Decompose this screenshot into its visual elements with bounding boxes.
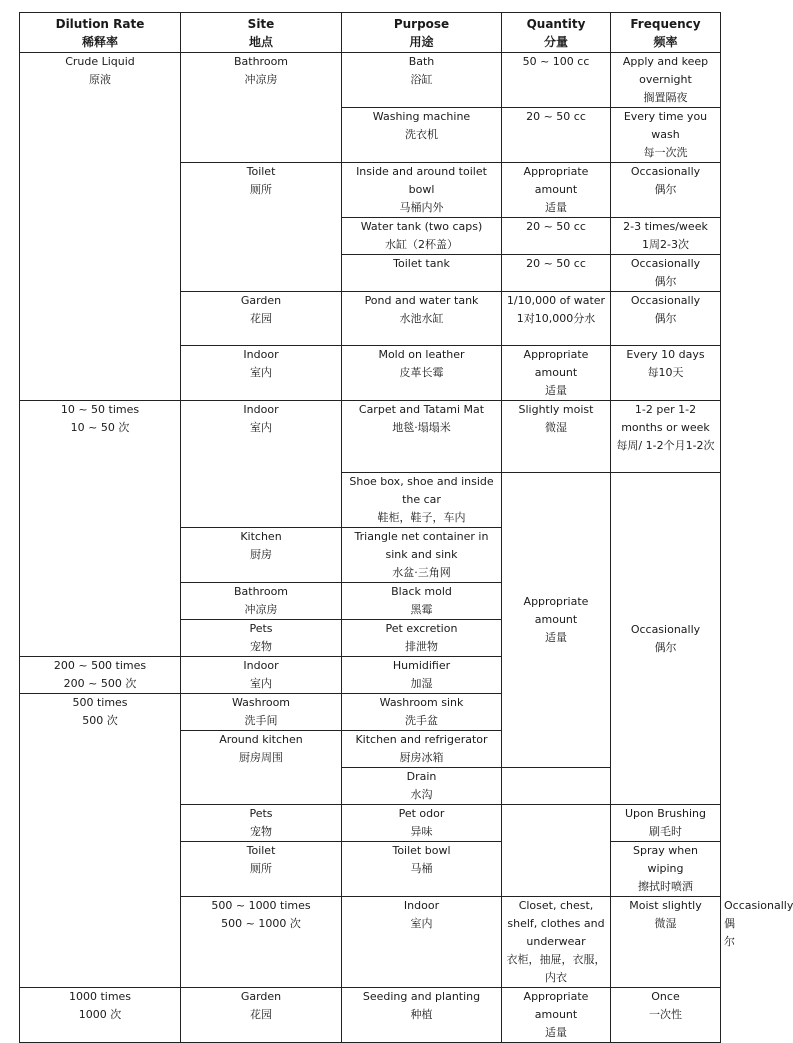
cell-text: Humidifier — [392, 659, 451, 672]
cell-text: 衣柜，抽屉，衣服，内衣 — [506, 953, 606, 984]
purpose-cell — [342, 473, 502, 528]
cell-text: 偶尔 — [654, 275, 677, 288]
header-frequency — [611, 13, 721, 53]
cell-text: 微湿 — [545, 421, 567, 434]
purpose-cell — [342, 583, 502, 620]
cell-text: Bath — [408, 55, 435, 68]
cell-text: Washroom — [231, 696, 291, 709]
purpose-cell — [342, 988, 502, 1043]
site-cell — [181, 292, 342, 346]
cell-text: 1周2-3次 — [642, 238, 689, 251]
dilution-cell — [20, 988, 181, 1043]
cell-text: 20 ~ 50 cc — [526, 220, 586, 233]
cell-text: Moist slightly — [629, 899, 702, 912]
cell-text: 每10天 — [647, 366, 684, 379]
quantity-cell — [611, 897, 721, 988]
frequency-cell — [611, 401, 721, 473]
cell-text: 皮革长霉 — [399, 366, 444, 379]
cell-text: 马桶内外 — [399, 201, 444, 214]
frequency-cell — [611, 292, 721, 346]
usage-table — [19, 12, 793, 1043]
cell-text: 偶尔 — [654, 640, 677, 654]
cell-text: 每周/ 1-2个月1-2次 — [616, 439, 715, 452]
frequency-cell — [611, 805, 721, 842]
cell-text: Upon Brushing — [625, 807, 706, 820]
cell-text: 水缸（2杯盖） — [385, 238, 458, 251]
dilution-cell — [20, 657, 181, 694]
site-cell — [181, 53, 342, 163]
cell-text: 适量 — [545, 384, 567, 397]
cell-text: 刷毛时 — [649, 825, 682, 838]
site-cell — [181, 657, 342, 694]
cell-text: Seeding and planting — [362, 990, 481, 1003]
header-site-en: Site — [247, 17, 275, 31]
quantity-cell — [502, 292, 611, 346]
quantity-cell — [502, 163, 611, 218]
cell-text: Every 10 days — [626, 348, 705, 361]
cell-text: 水池水缸 — [399, 312, 444, 325]
cell-text: Washroom sink — [379, 696, 464, 709]
cell-text: 浴缸 — [410, 73, 433, 86]
cell-text: 200 ~ 500 times — [53, 659, 147, 672]
site-cell — [181, 583, 342, 620]
cell-text: 宠物 — [250, 640, 272, 653]
cell-text: Bathroom — [233, 55, 289, 68]
cell-text: 1000 times — [68, 990, 132, 1003]
dilution-cell — [20, 53, 181, 401]
purpose-cell — [342, 694, 502, 731]
cell-text: Pet odor — [398, 807, 445, 820]
cell-text: 黑霉 — [410, 603, 433, 616]
site-cell — [181, 163, 342, 292]
cell-text: 厕所 — [250, 183, 272, 196]
cell-text: Drain — [406, 770, 437, 783]
cell-text: 一次性 — [649, 1008, 682, 1021]
cell-text: Appropriate amount — [523, 595, 589, 626]
cell-text: Water tank (two caps) — [360, 220, 483, 233]
cell-text: Garden — [240, 990, 282, 1003]
header-purpose-zh: 用途 — [409, 35, 434, 49]
cell-text: 冲凉房 — [244, 73, 278, 86]
quantity-cell — [502, 401, 611, 473]
cell-text: Pets — [249, 622, 273, 635]
header-site — [181, 13, 342, 53]
cell-text: Carpet and Tatami Mat — [358, 403, 485, 416]
header-quantity-zh: 分量 — [543, 35, 568, 49]
cell-text: Inside and around toilet bowl — [356, 165, 487, 196]
cell-text: 厨房周围 — [239, 751, 283, 764]
cell-text: Appropriate amount — [523, 165, 589, 196]
cell-text: 2-3 times/week — [623, 220, 708, 233]
cell-text: 水盆·三角网 — [392, 566, 451, 579]
cell-text: Indoor — [243, 348, 279, 361]
table-row — [20, 401, 721, 473]
cell-text: Apply and keep overnight — [622, 55, 709, 86]
purpose-cell — [342, 805, 502, 842]
header-dilution — [20, 13, 181, 53]
cell-text: Closet, chest, shelf, clothes and underwear — [507, 899, 605, 948]
purpose-cell — [502, 897, 611, 988]
purpose-cell — [342, 108, 502, 163]
quantity-cell — [502, 988, 611, 1043]
cell-text: 室内 — [250, 366, 272, 379]
header-dilution-zh: 稀释率 — [81, 35, 118, 49]
cell-text: Indoor — [243, 659, 279, 672]
frequency-cell — [611, 218, 721, 255]
purpose-cell — [342, 768, 502, 805]
frequency-cell — [611, 346, 721, 401]
header-quantity-en: Quantity — [526, 17, 586, 31]
site-cell — [181, 528, 342, 583]
site-cell — [181, 842, 342, 897]
cell-text: 1000 次 — [78, 1008, 122, 1021]
cell-text: 鞋柜，鞋子，车内 — [377, 511, 466, 524]
cell-text: Toilet bowl — [392, 844, 451, 857]
cell-text: 厕所 — [250, 862, 272, 875]
header-quantity — [502, 13, 611, 53]
purpose-cell — [342, 163, 502, 218]
site-cell — [181, 401, 342, 528]
cell-text: Pets — [249, 807, 273, 820]
cell-text: Pet excretion — [385, 622, 458, 635]
cell-text: 10 ~ 50 times — [60, 403, 140, 416]
site-cell — [342, 897, 502, 988]
cell-text: 室内 — [250, 421, 272, 434]
site-cell — [181, 620, 342, 657]
cell-text: 200 ~ 500 次 — [63, 677, 137, 690]
cell-text: 马桶 — [410, 862, 433, 875]
cell-text: Shoe box, shoe and inside the car — [349, 475, 494, 506]
cell-text: 洗衣机 — [405, 128, 438, 141]
cell-text: 搁置隔夜 — [643, 91, 688, 104]
quantity-cell — [502, 805, 611, 897]
cell-text: Every time you wash — [623, 110, 708, 141]
cell-text: 每一次洗 — [643, 146, 688, 159]
cell-text: 500 次 — [82, 714, 118, 727]
cell-text: 20 ~ 50 cc — [526, 257, 586, 270]
cell-text: 偶尔 — [654, 312, 677, 325]
cell-text: Indoor — [403, 899, 440, 912]
cell-text: Occasionally — [630, 622, 701, 636]
cell-text: Occasionally — [630, 294, 701, 307]
cell-text: 微湿 — [654, 917, 677, 930]
frequency-cell — [611, 842, 721, 897]
cell-text: 适量 — [545, 631, 567, 644]
cell-text: 10 ~ 50 次 — [70, 421, 130, 434]
cell-text: 室内 — [410, 917, 433, 930]
cell-text: Garden — [240, 294, 282, 307]
cell-text: 排泄物 — [405, 640, 438, 653]
purpose-cell — [342, 620, 502, 657]
cell-text: Indoor — [243, 403, 279, 416]
cell-text: Toilet — [246, 165, 276, 178]
cell-text: 洗手盆 — [405, 714, 438, 727]
dilution-cell — [20, 401, 181, 657]
header-purpose-en: Purpose — [393, 17, 450, 31]
cell-text: Kitchen and refrigerator — [355, 733, 488, 746]
purpose-cell — [342, 528, 502, 583]
quantity-merged-cell — [502, 473, 611, 768]
cell-text: Spray when wiping — [633, 844, 698, 875]
cell-text: 50 ~ 100 cc — [522, 55, 590, 68]
cell-text: 偶尔 — [654, 183, 677, 196]
frequency-cell — [611, 988, 721, 1043]
cell-text: 洗手间 — [244, 714, 278, 727]
cell-text: Toilet tank — [393, 257, 450, 270]
dilution-cell — [181, 897, 342, 988]
site-cell — [181, 694, 342, 731]
cell-text: 种植 — [410, 1008, 433, 1021]
cell-text: 异味 — [410, 825, 433, 838]
header-row — [20, 13, 721, 53]
header-frequency-en: Frequency — [630, 17, 701, 31]
frequency-cell — [611, 108, 721, 163]
purpose-cell — [342, 53, 502, 108]
cell-text: 1-2 per 1-2 months or week — [621, 403, 710, 434]
cell-text: 1/10,000 of water — [506, 294, 606, 307]
cell-text: 花园 — [250, 312, 272, 325]
frequency-cell — [611, 255, 721, 292]
cell-text: Black mold — [391, 585, 452, 598]
cell-text: 擦拭时喷洒 — [638, 880, 693, 893]
frequency-cell — [611, 163, 721, 218]
cell-text: 适量 — [545, 201, 567, 214]
cell-text: 厨房 — [250, 548, 272, 561]
frequency-merged-cell — [611, 473, 721, 805]
table-row: 500 ~ 1000 times 500 ~ 1000 次 Indoor 室内 Closet, chest, shelf, clothes and underwear 衣柜，抽屉，衣服，内衣 Moist slightly 微湿 Occasionally 偶尔 — [20, 897, 721, 988]
cell-text: 适量 — [545, 1026, 567, 1039]
cell-text: Once — [651, 990, 680, 1003]
dilution-cell — [20, 694, 181, 988]
cell-text: Occasionally — [630, 165, 701, 178]
header-frequency-zh: 频率 — [653, 35, 678, 49]
cell-text: Appropriate amount — [523, 990, 589, 1021]
cell-text: Occasionally — [630, 257, 701, 270]
quantity-cell — [502, 218, 611, 255]
purpose-cell — [342, 842, 502, 897]
cell-text: Crude Liquid — [65, 55, 135, 68]
site-cell — [181, 805, 342, 842]
purpose-cell — [342, 255, 502, 292]
table-row — [20, 988, 721, 1043]
header-site-zh: 地点 — [248, 35, 273, 49]
purpose-cell — [342, 292, 502, 346]
table-row — [20, 53, 721, 108]
cell-text: 花园 — [250, 1008, 272, 1021]
site-cell — [181, 988, 342, 1043]
site-cell — [181, 731, 342, 805]
purpose-cell — [342, 346, 502, 401]
cell-text: Appropriate amount — [523, 348, 589, 379]
purpose-cell — [342, 218, 502, 255]
header-purpose — [342, 13, 502, 53]
quantity-cell — [502, 255, 611, 292]
header-dilution-en: Dilution Rate — [55, 17, 145, 31]
quantity-cell — [502, 108, 611, 163]
cell-text: 宠物 — [250, 825, 272, 838]
cell-text: 水沟 — [410, 788, 433, 801]
cell-text: 室内 — [250, 677, 272, 690]
cell-text: 1对10,000分水 — [516, 312, 596, 325]
purpose-cell — [342, 731, 502, 768]
site-cell — [181, 346, 342, 401]
cell-text: 20 ~ 50 cc — [526, 110, 586, 123]
cell-text: Mold on leather — [378, 348, 465, 361]
cell-text: Around kitchen — [219, 733, 303, 746]
cell-text: Toilet — [246, 844, 276, 857]
cell-text: Washing machine — [372, 110, 471, 123]
cell-text: Kitchen — [240, 530, 282, 543]
cell-text: 厨房冰箱 — [399, 751, 444, 764]
cell-text: 加湿 — [410, 677, 433, 690]
cell-text: 地毯·塌塌米 — [392, 421, 451, 434]
cell-text: 500 times — [72, 696, 128, 709]
cell-text: 原液 — [89, 73, 111, 86]
quantity-cell — [502, 346, 611, 401]
cell-text: Slightly moist — [518, 403, 594, 416]
frequency-cell — [611, 53, 721, 108]
cell-text: Bathroom — [233, 585, 289, 598]
quantity-cell — [502, 53, 611, 108]
cell-text: Pond and water tank — [364, 294, 479, 307]
cell-text: 500 ~ 1000 次 — [221, 917, 301, 930]
cell-text: 冲凉房 — [244, 603, 278, 616]
purpose-cell — [342, 657, 502, 694]
cell-text: Triangle net container in sink and sink — [354, 530, 489, 561]
purpose-cell — [342, 401, 502, 473]
cell-text: 500 ~ 1000 times — [211, 899, 311, 912]
